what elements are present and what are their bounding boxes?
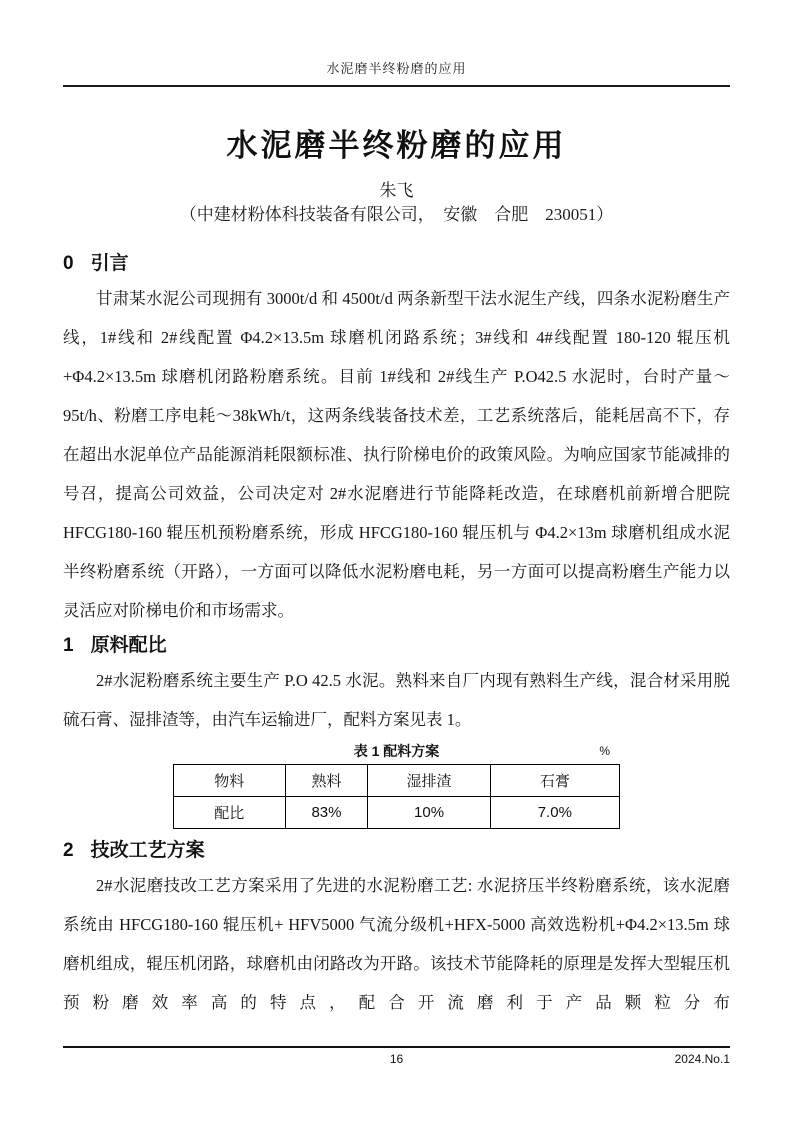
table-header-cell-material: 物料 xyxy=(174,765,286,797)
table-block xyxy=(173,741,620,829)
author-name: 朱飞 xyxy=(379,181,414,200)
article-title: 水泥磨半终粉磨的应用 xyxy=(226,128,567,163)
table-header-cell-clinker: 熟料 xyxy=(285,765,368,797)
table-cell-wet-slag-ratio: 10% xyxy=(368,797,490,829)
table-unit-label: % xyxy=(599,744,610,758)
table-cell-clinker-ratio: 83% xyxy=(285,797,368,829)
section-title: 原料配比 xyxy=(90,635,167,656)
section-number: 2 xyxy=(63,840,74,861)
paragraph-materials: 2#水泥粉磨系统主要生产 P.O 42.5 水泥。熟料来自厂内现有熟料生产线，混合材采用脱硫石膏、湿排渣等，由汽车运输进厂，配料方案见表 1。 xyxy=(63,671,730,729)
section-heading-intro xyxy=(63,250,730,277)
table-data-row xyxy=(174,797,620,829)
section-heading-materials xyxy=(63,632,730,659)
section-title: 技改工艺方案 xyxy=(90,840,205,861)
section-number: 0 xyxy=(63,253,74,274)
table-caption-row xyxy=(173,741,620,761)
issue-number: 2024.No.1 xyxy=(674,1052,730,1066)
paragraph-intro: 甘肃某水泥公司现拥有 3000t/d 和 4500t/d 两条新型干法水泥生产线，四条水泥粉磨生产线，1#线和 2#线配置 Φ4.2×13.5m 球磨机闭路系统；3#线和 4#线配置 180-120 辊压机+Φ4.2×13.5m 球磨机闭路粉磨系统。目前 1#线和 2#线生产 P.O42.5 水泥时，台时产量～95t/h、粉磨工序电耗～38kWh/t，这两条线装备技术差，工艺系统落后，能耗居高不下，存在超出水泥单位产品能源消耗限额标准、执行阶梯电价的政策风险。为响应国家节能减排的号召，提高公司效益，公司决定对 2#水泥磨进行节能降耗改造，在球磨机前新增合肥院 HFCG180-160 辊压机预粉磨系统，形成 HFCG180-160 辊压机与 Φ4.2×13m 球磨机组成水泥半终粉磨系统（开路），一方面可以降低水泥粉磨电耗，另一方面可以提高粉磨生产能力以灵活应对阶梯电价和市场需求。 xyxy=(63,289,730,620)
section-heading-process xyxy=(63,837,730,864)
page-number: 16 xyxy=(389,1052,404,1066)
running-head: 水泥磨半终粉磨的应用 xyxy=(326,61,467,76)
table-header-cell-gypsum: 石膏 xyxy=(490,765,619,797)
page-footer xyxy=(63,1046,730,1072)
table-header-row xyxy=(174,765,620,797)
table-header-cell-wet-slag: 湿排渣 xyxy=(368,765,490,797)
table-cell-gypsum-ratio: 7.0% xyxy=(490,797,619,829)
paragraph-process: 2#水泥磨技改工艺方案采用了先进的水泥粉磨工艺: 水泥挤压半终粉磨系统，该水泥磨系统由 HFCG180-160 辊压机+ HFV5000 气流分级机+HFX-5000 高效选粉机+Φ4.2×13.5m 球磨机组成，辊压机闭路，球磨机由闭路改为开路。该技术节能降耗的原理是发挥大型辊压机预粉磨效率高的特点，配合开流磨利于产品颗粒分布 xyxy=(63,876,730,1012)
header-rule xyxy=(63,85,730,87)
table-caption: 表 1 配料方案 xyxy=(353,743,440,759)
author-affiliation: （中建材粉体科技装备有限公司， 安徽 合肥 230051） xyxy=(179,205,614,224)
section-title: 引言 xyxy=(90,253,129,274)
ingredient-table xyxy=(173,764,620,829)
section-number: 1 xyxy=(63,635,74,656)
table-cell-ratio-label: 配比 xyxy=(174,797,286,829)
